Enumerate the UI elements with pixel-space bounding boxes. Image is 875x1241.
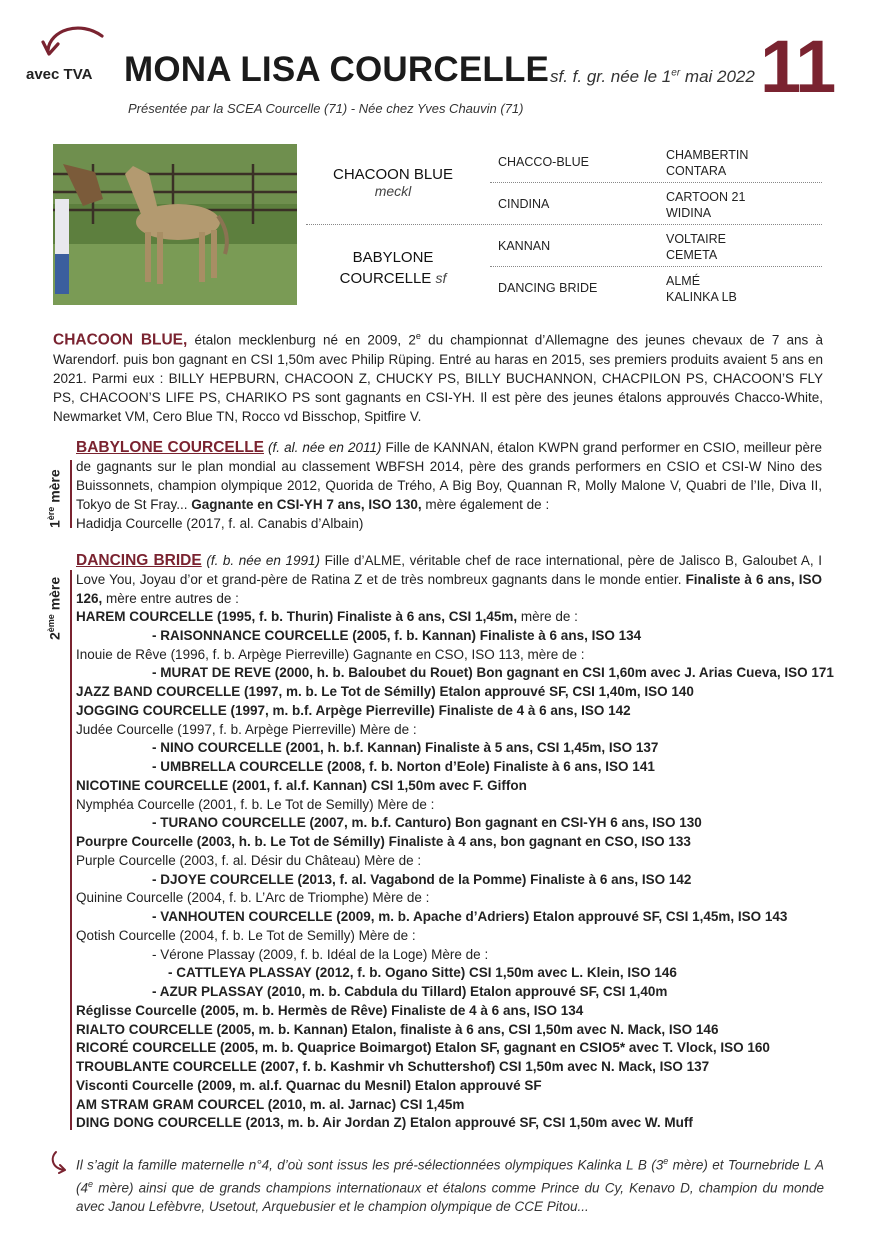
family-footnote: Il s’agit la famille maternelle n°4, d’où sont issus les pré-sélectionnées olympiques Kalinka L B (3e mère) et Tournebride L A (4e mère) ainsi que de grands champions internationaux et étalons comme Prince du Cy, Kenavo D, champion du monde avec Janou Lefèbvre, Usetout, Arquebusier et le champion olympique de CCE Pitou... (76, 1156, 824, 1214)
pedigree-ggp-pair (666, 231, 726, 263)
second-dam-label: 2ème mère (46, 576, 63, 640)
curved-arrow-icon (48, 1150, 72, 1174)
descendant-line: JAZZ BAND COURCELLE (1997, m. b. Le Tot de Sémilly) Etalon approuvé SF, CSI 1,40m, ISO 140 (76, 684, 694, 699)
dam-name-line1: BABYLONE (352, 249, 434, 266)
section-bar (70, 570, 72, 1130)
horse-name-title: MONA LISA COURCELLE (124, 50, 550, 89)
tva-label: avec TVA (26, 66, 93, 83)
pedigree-divider (490, 266, 822, 267)
descendant-line: AM STRAM GRAM COURCEL (2010, m. al. Jarnac) CSI 1,45m (76, 1096, 465, 1112)
dam-name-line2: COURCELLE (339, 270, 432, 287)
descendant-line: - AZUR PLASSAY (2010, m. b. Cabdula du Tillard) Etalon approuvé SF, CSI 1,40m (152, 984, 668, 999)
first-dam-heading: BABYLONE COURCELLE (76, 439, 265, 456)
descendant-line: - UMBRELLA COURCELLE (2008, f. b. Norton d’Eole) Finaliste à 6 ans, ISO 141 (152, 759, 655, 774)
descendant-line: Pourpre Courcelle (2003, h. b. Le Tot de Sémilly) Finaliste à 4 ans, bon gagnant en CSO, ISO 133 (76, 834, 691, 849)
pedigree-ggp: ALMÉ (666, 274, 701, 288)
descendant-line: Qotish Courcelle (2004, f. b. Le Tot de Semilly) Mère de : (76, 927, 416, 943)
descendant-line: - Vérone Plassay (2009, f. b. Idéal de la Loge) Mère de : (152, 946, 489, 962)
descendant-line: Inouie de Rêve (1996, f. b. Arpège Pierreville) Gagnante en CSO, ISO 113, mère de : (76, 646, 585, 662)
descendant-line: - VANHOUTEN COURCELLE (2009, m. b. Apache d’Adriers) Etalon approuvé SF, CSI 1,45m, ISO 143 (152, 909, 788, 924)
pedigree-grandparent: KANNAN (498, 239, 551, 253)
pedigree-divider (306, 224, 822, 225)
pedigree-ggp: CONTARA (666, 164, 727, 178)
second-dam-heading: DANCING BRIDE (76, 552, 202, 569)
descendant-line: - NINO COURCELLE (2001, h. b.f. Kannan) Finaliste à 5 ans, CSI 1,45m, ISO 137 (152, 740, 659, 756)
descendant-line: DING DONG COURCELLE (2013, m. b. Air Jordan Z) Etalon approuvé SF, CSI 1,50m avec W. Muff (76, 1115, 693, 1131)
horse-subinfo: sf. f. gr. née le 1er mai 2022 (550, 67, 755, 86)
dam-breed: sf (435, 270, 447, 286)
pedigree-ggp: WIDINA (666, 206, 712, 220)
descendant-line: Quinine Courcelle (2004, f. b. L’Arc de Triomphe) Mère de : (76, 890, 430, 906)
curved-arrow-icon (40, 22, 110, 64)
descendant-line: Réglisse Courcelle (2005, m. b. Hermès de Rêve) Finaliste de 4 à 6 ans, ISO 134 (76, 1002, 584, 1018)
sire-heading: CHACOON BLUE, (53, 331, 188, 349)
sire-name: CHACOON BLUE (332, 166, 454, 183)
descendant-line: RIALTO COURCELLE (2005, m. b. Kannan) Etalon, finaliste à 6 ans, CSI 1,50m avec N. Mack, ISO 146 (76, 1021, 719, 1037)
descendant-line: - MURAT DE REVE (2000, h. b. Baloubet du Rouet) Bon gagnant en CSI 1,60m avec J. Arias Cueva, ISO 171 (152, 665, 834, 681)
pedigree-ggp-pair (666, 147, 748, 179)
presented-by: Présentée par la SCEA Courcelle (71) - Née chez Yves Chauvin (71) (128, 101, 524, 116)
pedigree-ggp: CEMETA (666, 248, 718, 262)
pedigree-divider (490, 182, 822, 183)
second-dam-description: DANCING BRIDE (f. b. née en 1991) Fille d’ALME, véritable chef de race international, père de Jalisco B, Galoubet A, I Love You, Joyau d’or et grand-père de Ratina Z et de très nombreux gagnants dans le monde entier. Finaliste à 6 ans, ISO 126, mère entre autres de : (76, 552, 822, 606)
descendant-line: NICOTINE COURCELLE (2001, f. al.f. Kannan) CSI 1,50m avec F. Giffon (76, 777, 527, 793)
sire-description: CHACOON BLUE, étalon mecklenburg né en 2009, 2e du championnat d’Allemagne des jeunes chevaux de 7 ans à Warendorf. puis bon gagnant en CSI 1,50m avec Philip Rüping. Entré au haras en 2015, ses premiers produits avaient 5 ans en 2021. Parmi eux : BILLY HEPBURN, CHACOON Z, CHUCKY PS, BILLY BUCHANNON, CHACPILON PS, CHACOON’S FLY PS, CHACOON’S LIFE PS, CHARIKO PS sont gagnants en CSI-YH. Il est père des jeunes étalons approuvés Chacco-White, Newmarket VM, Cero Blue TN, Rocco vd Bisschop, Spitfire V. (53, 331, 823, 424)
pedigree-sire (303, 166, 483, 199)
descendant-line: Visconti Courcelle (2009, m. al.f. Quarnac du Mesnil) Etalon approuvé SF (76, 1077, 542, 1093)
pedigree-ggp: CARTOON 21 (666, 190, 746, 204)
descendant-line: - RAISONNANCE COURCELLE (2005, f. b. Kannan) Finaliste à 6 ans, ISO 134 (152, 627, 642, 643)
descendant-line: HAREM COURCELLE (1995, f. b. Thurin) Finaliste à 6 ans, CSI 1,45m, mère de : (76, 609, 578, 624)
descendant-line: Nymphéa Courcelle (2001, f. b. Le Tot de Semilly) Mère de : (76, 796, 435, 812)
pedigree-ggp: KALINKA LB (666, 290, 737, 304)
pedigree-ggp-pair (666, 189, 745, 221)
descendant-line: Judée Courcelle (1997, f. b. Arpège Pierreville) Mère de : (76, 721, 417, 737)
descendant-line: TROUBLANTE COURCELLE (2007, f. b. Kashmir vh Schuttershof) CSI 1,50m avec N. Mack, ISO 137 (76, 1059, 710, 1074)
descendant-line: JOGGING COURCELLE (1997, m. b.f. Arpège Pierreville) Finaliste de 4 à 6 ans, ISO 142 (76, 702, 631, 718)
pedigree-ggp: CHAMBERTIN (666, 148, 749, 162)
descendant-line: - CATTLEYA PLASSAY (2012, f. b. Ogano Sitte) CSI 1,50m avec L. Klein, ISO 146 (168, 965, 677, 981)
pedigree-ggp-pair (666, 273, 737, 305)
descendant-line: Purple Courcelle (2003, f. al. Désir du Château) Mère de : (76, 852, 422, 868)
first-dam-description: BABYLONE COURCELLE (f. al. née en 2011) Fille de KANNAN, étalon KWPN grand performer en CSIO, meilleur père de gagnants sur le plan mondial au classement WBFSH 2014, père des grands performers en CSIO et CSI-W Nino des Buissonnets, champion olympique 2012, Quorida de Trého, A Big Boy, Quannan R, Molly Malone V, Quabri de l’Ile, Diva II, Tokyo de St Fray... Gagnante en CSI-YH 7 ans, ISO 130, mère également de : Hadidja Courcelle (2017, f. al. Canabis d’Albain) (76, 439, 823, 531)
sire-breed: meckl (374, 183, 412, 199)
pedigree-dam (303, 247, 483, 289)
lot-number: 11 (760, 25, 835, 108)
first-dam-label: 1ère mère (46, 469, 63, 528)
descendant-line: - DJOYE COURCELLE (2013, f. al. Vagabond de la Pomme) Finaliste à 6 ans, ISO 142 (152, 871, 692, 887)
pedigree-grandparent: CINDINA (498, 197, 550, 211)
foal-photo (53, 144, 297, 305)
pedigree-grandparent: DANCING BRIDE (498, 281, 598, 295)
first-dam-offspring: Hadidja Courcelle (2017, f. al. Canabis d’Albain) (76, 516, 364, 531)
descendant-line: - TURANO COURCELLE (2007, m. b.f. Canturo) Bon gagnant en CSI-YH 6 ans, ISO 130 (152, 815, 702, 831)
section-bar (70, 460, 72, 528)
descendant-line: RICORÉ COURCELLE (2005, m. b. Quaprice Boimargot) Etalon SF, gagnant en CSIO5* avec T. Vlock, ISO 160 (76, 1040, 770, 1056)
pedigree-ggp: VOLTAIRE (666, 232, 726, 246)
pedigree-grandparent: CHACCO-BLUE (498, 155, 589, 169)
